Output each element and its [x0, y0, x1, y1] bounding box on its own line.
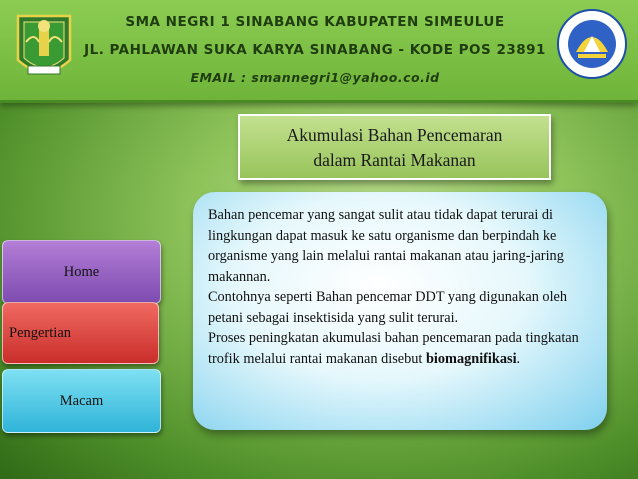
macam-button[interactable]: Macam [2, 369, 161, 433]
slide-title-line2: dalam Rantai Makanan [313, 150, 476, 170]
content-paragraph-3-text: Proses peningkatan akumulasi bahan pencemaran pada tingkatan trofik melalui rantai makanan disebut [208, 330, 579, 367]
content-paragraph-2: Contohnya seperti Bahan pencemar DDT yang digunakan oleh petani sebagai insektisida yang sulit terurai. [208, 289, 568, 326]
simeulue-emblem-icon [14, 12, 74, 84]
school-address: JL. PAHLAWAN SUKA KARYA SINABANG - KODE POS 23891 [84, 42, 546, 58]
school-name: SMA NEGRI 1 SINABANG KABUPATEN SIMEULUE [125, 14, 505, 30]
content-paragraph-1: Bahan pencemar yang sangat sulit atau tidak dapat terurai di lingkungan dapat masuk ke satu organisme dan berpindah ke organisme yang lain melalui rantai makanan atau jaring-jaring makannan. [208, 207, 564, 285]
pengertian-button[interactable]: Pengertian [2, 302, 159, 364]
content-panel [193, 192, 607, 430]
school-email: EMAIL : smannegri1@yahoo.co.id [190, 70, 440, 85]
term-biomagnifikasi: biomagnifikasi [425, 350, 517, 367]
content-paragraph-3-end: . [516, 350, 521, 367]
slide-title-line1: Akumulasi Bahan Pencemaran [286, 125, 503, 145]
tut-wuri-handayani-icon [556, 8, 628, 80]
content-paragraph-3 [208, 328, 597, 369]
header-banner [0, 0, 638, 103]
slide-title [238, 114, 551, 180]
home-button[interactable]: Home [2, 240, 161, 304]
